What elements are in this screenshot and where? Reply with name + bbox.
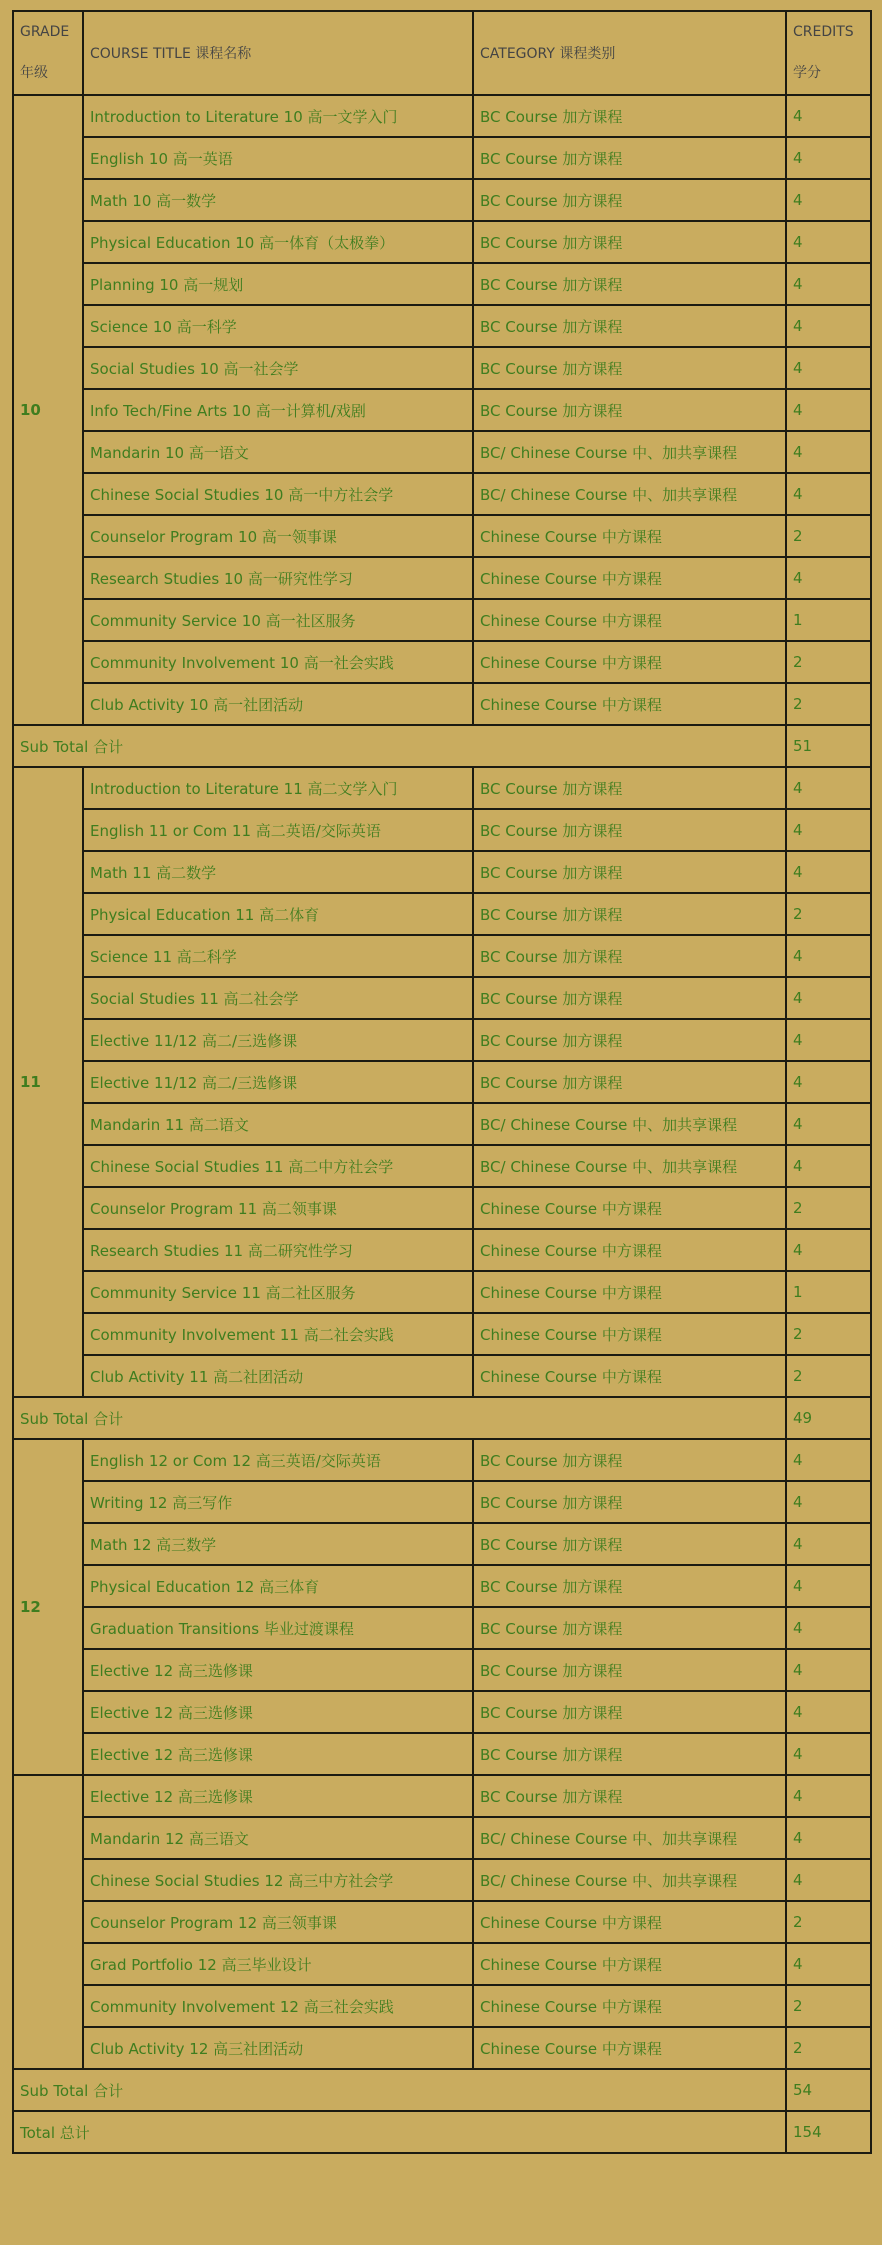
course-title-cell: Chinese Social Studies 10 高一中方社会学 <box>83 473 473 515</box>
category-cell: Chinese Course 中方课程 <box>473 1229 786 1271</box>
category-cell: BC Course 加方课程 <box>473 851 786 893</box>
subtotal-row-grade11-label: Sub Total 合计 <box>13 1397 786 1439</box>
credits-cell: 4 <box>786 1565 871 1607</box>
header-credits-zh: 学分 <box>793 65 821 81</box>
course-title-cell: Community Involvement 11 高二社会实践 <box>83 1313 473 1355</box>
category-cell: Chinese Course 中方课程 <box>473 557 786 599</box>
table-row <box>13 95 871 137</box>
table-row <box>13 683 871 725</box>
credits-cell: 2 <box>786 1901 871 1943</box>
table-row <box>13 893 871 935</box>
credits-cell: 4 <box>786 1145 871 1187</box>
table-row <box>13 767 871 809</box>
category-cell: BC/ Chinese Course 中、加共享课程 <box>473 1859 786 1901</box>
course-title-cell: Elective 12 高三选修课 <box>83 1733 473 1775</box>
table-row <box>13 1985 871 2027</box>
credits-cell: 4 <box>786 1691 871 1733</box>
credits-cell: 4 <box>786 305 871 347</box>
course-title-cell: Elective 12 高三选修课 <box>83 1649 473 1691</box>
grade-cell: 12 <box>13 1439 83 1775</box>
credits-cell: 4 <box>786 179 871 221</box>
credits-cell: 1 <box>786 1271 871 1313</box>
table-row <box>13 1313 871 1355</box>
subtotal-row-grade12 <box>13 2069 871 2111</box>
category-cell: BC Course 加方课程 <box>473 1481 786 1523</box>
table-row <box>13 1733 871 1775</box>
course-title-cell: Community Involvement 10 高一社会实践 <box>83 641 473 683</box>
table-row <box>13 515 871 557</box>
table-row <box>13 137 871 179</box>
course-title-cell: Elective 11/12 高二/三选修课 <box>83 1061 473 1103</box>
table-row <box>13 1691 871 1733</box>
course-title-cell: English 11 or Com 11 高二英语/交际英语 <box>83 809 473 851</box>
credits-cell: 4 <box>786 221 871 263</box>
table-row <box>13 1901 871 1943</box>
category-cell: BC Course 加方课程 <box>473 767 786 809</box>
credits-cell: 4 <box>786 263 871 305</box>
grade-cell: 10 <box>13 95 83 725</box>
category-cell: BC/ Chinese Course 中、加共享课程 <box>473 473 786 515</box>
table-header-row <box>13 11 871 95</box>
category-cell: BC Course 加方课程 <box>473 1607 786 1649</box>
category-cell: BC/ Chinese Course 中、加共享课程 <box>473 1103 786 1145</box>
course-title-cell: Community Service 11 高二社区服务 <box>83 1271 473 1313</box>
table-row <box>13 1565 871 1607</box>
credits-cell: 4 <box>786 1817 871 1859</box>
subtotal-row-grade10 <box>13 725 871 767</box>
credits-cell: 4 <box>786 1439 871 1481</box>
credits-cell: 2 <box>786 893 871 935</box>
course-title-cell: Research Studies 10 高一研究性学习 <box>83 557 473 599</box>
credits-cell: 4 <box>786 431 871 473</box>
total-row <box>13 2111 871 2153</box>
subtotal-row-grade11-value: 49 <box>786 1397 871 1439</box>
table-row <box>13 1523 871 1565</box>
credits-cell: 4 <box>786 1649 871 1691</box>
category-cell: Chinese Course 中方课程 <box>473 1985 786 2027</box>
category-cell: BC/ Chinese Course 中、加共享课程 <box>473 431 786 473</box>
credits-cell: 4 <box>786 935 871 977</box>
table-row <box>13 1817 871 1859</box>
table-row <box>13 305 871 347</box>
category-cell: Chinese Course 中方课程 <box>473 1355 786 1397</box>
course-title-cell: English 10 高一英语 <box>83 137 473 179</box>
subtotal-row-grade10-value: 51 <box>786 725 871 767</box>
course-title-cell: Club Activity 12 高三社团活动 <box>83 2027 473 2069</box>
course-title-cell: Physical Education 10 高一体育（太极拳） <box>83 221 473 263</box>
total-row-label: Total 总计 <box>13 2111 786 2153</box>
credits-cell: 4 <box>786 137 871 179</box>
credits-cell: 2 <box>786 1985 871 2027</box>
credits-cell: 4 <box>786 1859 871 1901</box>
table-row <box>13 1481 871 1523</box>
credits-cell: 4 <box>786 1523 871 1565</box>
header-grade <box>13 11 83 95</box>
category-cell: BC Course 加方课程 <box>473 1061 786 1103</box>
credits-cell: 4 <box>786 389 871 431</box>
table-row <box>13 935 871 977</box>
course-title-cell: Math 10 高一数学 <box>83 179 473 221</box>
category-cell: BC/ Chinese Course 中、加共享课程 <box>473 1145 786 1187</box>
credits-cell: 4 <box>786 851 871 893</box>
category-cell: Chinese Course 中方课程 <box>473 2027 786 2069</box>
category-cell: BC Course 加方课程 <box>473 95 786 137</box>
table-row <box>13 389 871 431</box>
course-title-cell: Research Studies 11 高二研究性学习 <box>83 1229 473 1271</box>
table-row <box>13 179 871 221</box>
table-row <box>13 851 871 893</box>
credits-cell: 2 <box>786 683 871 725</box>
table-row <box>13 641 871 683</box>
category-cell: BC Course 加方课程 <box>473 893 786 935</box>
table-row <box>13 347 871 389</box>
header-grade-zh: 年级 <box>20 65 48 81</box>
table-row <box>13 599 871 641</box>
table-row <box>13 557 871 599</box>
course-title-cell: Community Involvement 12 高三社会实践 <box>83 1985 473 2027</box>
table-row <box>13 1187 871 1229</box>
table-row <box>13 263 871 305</box>
category-cell: BC Course 加方课程 <box>473 935 786 977</box>
table-row <box>13 1145 871 1187</box>
table-row <box>13 1103 871 1145</box>
category-cell: BC Course 加方课程 <box>473 1733 786 1775</box>
category-cell: BC Course 加方课程 <box>473 1523 786 1565</box>
course-title-cell: Club Activity 11 高二社团活动 <box>83 1355 473 1397</box>
credits-cell: 4 <box>786 557 871 599</box>
credits-cell: 4 <box>786 347 871 389</box>
course-title-cell: Community Service 10 高一社区服务 <box>83 599 473 641</box>
credits-cell: 2 <box>786 515 871 557</box>
category-cell: BC Course 加方课程 <box>473 1565 786 1607</box>
credits-cell: 2 <box>786 2027 871 2069</box>
category-cell: Chinese Course 中方课程 <box>473 1313 786 1355</box>
credits-cell: 4 <box>786 1019 871 1061</box>
table-row <box>13 1019 871 1061</box>
category-cell: BC Course 加方课程 <box>473 977 786 1019</box>
course-title-cell: Elective 11/12 高二/三选修课 <box>83 1019 473 1061</box>
category-cell: BC Course 加方课程 <box>473 1649 786 1691</box>
credits-cell: 4 <box>786 1481 871 1523</box>
category-cell: BC Course 加方课程 <box>473 347 786 389</box>
category-cell: Chinese Course 中方课程 <box>473 1187 786 1229</box>
category-cell: BC Course 加方课程 <box>473 179 786 221</box>
course-title-cell: Math 11 高二数学 <box>83 851 473 893</box>
course-title-cell: Counselor Program 11 高二领事课 <box>83 1187 473 1229</box>
course-title-cell: English 12 or Com 12 高三英语/交际英语 <box>83 1439 473 1481</box>
credits-cell: 4 <box>786 95 871 137</box>
subtotal-row-grade12-label: Sub Total 合计 <box>13 2069 786 2111</box>
credits-cell: 2 <box>786 1187 871 1229</box>
header-category: CATEGORY 课程类别 <box>473 11 786 95</box>
credits-cell: 4 <box>786 767 871 809</box>
category-cell: BC Course 加方课程 <box>473 1775 786 1817</box>
category-cell: Chinese Course 中方课程 <box>473 515 786 557</box>
category-cell: Chinese Course 中方课程 <box>473 1271 786 1313</box>
category-cell: BC Course 加方课程 <box>473 1691 786 1733</box>
table-row <box>13 1271 871 1313</box>
course-title-cell: Introduction to Literature 11 高二文学入门 <box>83 767 473 809</box>
subtotal-row-grade12-value: 54 <box>786 2069 871 2111</box>
category-cell: BC Course 加方课程 <box>473 305 786 347</box>
category-cell: BC Course 加方课程 <box>473 1439 786 1481</box>
credits-cell: 4 <box>786 473 871 515</box>
category-cell: Chinese Course 中方课程 <box>473 1943 786 1985</box>
course-title-cell: Chinese Social Studies 12 高三中方社会学 <box>83 1859 473 1901</box>
category-cell: BC Course 加方课程 <box>473 1019 786 1061</box>
credits-cell: 2 <box>786 1355 871 1397</box>
course-title-cell: Social Studies 10 高一社会学 <box>83 347 473 389</box>
table-row <box>13 1229 871 1271</box>
credits-cell: 1 <box>786 599 871 641</box>
course-title-cell: Mandarin 11 高二语文 <box>83 1103 473 1145</box>
grade-cell-continued <box>13 1775 83 2069</box>
table-row <box>13 221 871 263</box>
header-credits <box>786 11 871 95</box>
table-row <box>13 1607 871 1649</box>
course-title-cell: Club Activity 10 高一社团活动 <box>83 683 473 725</box>
table-row <box>13 1649 871 1691</box>
table-row <box>13 1859 871 1901</box>
table-row <box>13 1439 871 1481</box>
credits-cell: 4 <box>786 1775 871 1817</box>
course-title-cell: Chinese Social Studies 11 高二中方社会学 <box>83 1145 473 1187</box>
course-title-cell: Planning 10 高一规划 <box>83 263 473 305</box>
course-title-cell: Science 10 高一科学 <box>83 305 473 347</box>
table-row <box>13 2027 871 2069</box>
course-title-cell: Elective 12 高三选修课 <box>83 1691 473 1733</box>
course-title-cell: Elective 12 高三选修课 <box>83 1775 473 1817</box>
course-title-cell: Grad Portfolio 12 高三毕业设计 <box>83 1943 473 1985</box>
table-row <box>13 1943 871 1985</box>
category-cell: BC Course 加方课程 <box>473 263 786 305</box>
subtotal-row-grade11 <box>13 1397 871 1439</box>
table-row <box>13 431 871 473</box>
category-cell: BC Course 加方课程 <box>473 137 786 179</box>
course-title-cell: Counselor Program 10 高一领事课 <box>83 515 473 557</box>
category-cell: Chinese Course 中方课程 <box>473 1901 786 1943</box>
total-row-value: 154 <box>786 2111 871 2153</box>
category-cell: BC/ Chinese Course 中、加共享课程 <box>473 1817 786 1859</box>
course-credits-table <box>12 10 872 2154</box>
course-title-cell: Social Studies 11 高二社会学 <box>83 977 473 1019</box>
credits-cell: 4 <box>786 1229 871 1271</box>
grade-cell: 11 <box>13 767 83 1397</box>
header-course-title: COURSE TITLE 课程名称 <box>83 11 473 95</box>
table-row <box>13 809 871 851</box>
course-title-cell: Mandarin 10 高一语文 <box>83 431 473 473</box>
credits-cell: 4 <box>786 1061 871 1103</box>
subtotal-row-grade10-label: Sub Total 合计 <box>13 725 786 767</box>
course-title-cell: Writing 12 高三写作 <box>83 1481 473 1523</box>
course-title-cell: Graduation Transitions 毕业过渡课程 <box>83 1607 473 1649</box>
course-title-cell: Physical Education 11 高二体育 <box>83 893 473 935</box>
category-cell: Chinese Course 中方课程 <box>473 641 786 683</box>
header-credits-en: CREDITS <box>793 24 854 40</box>
credits-cell: 2 <box>786 1313 871 1355</box>
course-title-cell: Mandarin 12 高三语文 <box>83 1817 473 1859</box>
credits-cell: 4 <box>786 1607 871 1649</box>
table-row <box>13 1061 871 1103</box>
category-cell: BC Course 加方课程 <box>473 221 786 263</box>
credits-cell: 4 <box>786 977 871 1019</box>
course-title-cell: Science 11 高二科学 <box>83 935 473 977</box>
table-row <box>13 1775 871 1817</box>
credits-cell: 4 <box>786 1733 871 1775</box>
credits-cell: 4 <box>786 1103 871 1145</box>
course-title-cell: Info Tech/Fine Arts 10 高一计算机/戏剧 <box>83 389 473 431</box>
header-grade-en: GRADE <box>20 24 70 40</box>
category-cell: Chinese Course 中方课程 <box>473 599 786 641</box>
course-title-cell: Physical Education 12 高三体育 <box>83 1565 473 1607</box>
course-title-cell: Counselor Program 12 高三领事课 <box>83 1901 473 1943</box>
category-cell: Chinese Course 中方课程 <box>473 683 786 725</box>
table-row <box>13 1355 871 1397</box>
table-row <box>13 977 871 1019</box>
credits-cell: 2 <box>786 641 871 683</box>
course-title-cell: Introduction to Literature 10 高一文学入门 <box>83 95 473 137</box>
course-title-cell: Math 12 高三数学 <box>83 1523 473 1565</box>
table-row <box>13 473 871 515</box>
category-cell: BC Course 加方课程 <box>473 389 786 431</box>
category-cell: BC Course 加方课程 <box>473 809 786 851</box>
credits-cell: 4 <box>786 1943 871 1985</box>
credits-cell: 4 <box>786 809 871 851</box>
